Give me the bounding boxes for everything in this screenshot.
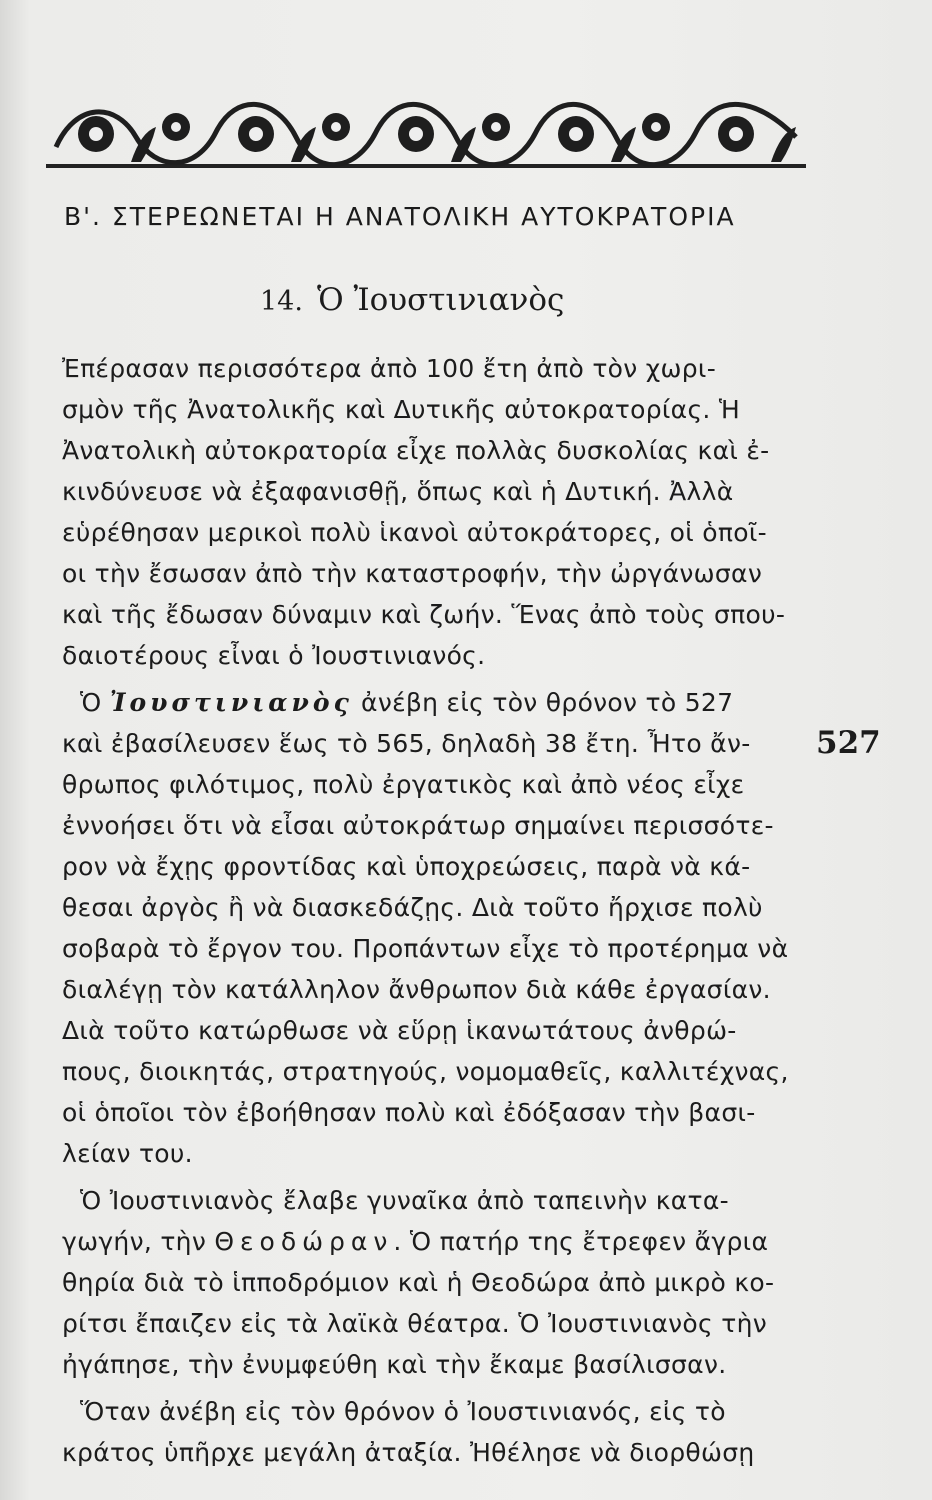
chapter-number: 14. — [260, 286, 303, 317]
paragraph-text: γωγήν, τὴν — [62, 1227, 207, 1256]
text-line — [80, 1397, 840, 1426]
paragraph-text: θηρία διὰ τὸ ἱπποδρόμιον καὶ ἡ Θεοδώρα ἀπὸ μικρὸ κο- — [62, 1268, 775, 1297]
text-line: Ἀνατολικὴ αὐτοκρατορία εἶχε πολλὰς δυσκολίας καὶ ἐ- — [62, 436, 770, 465]
chapter-title-text: Ὁ Ἰουστινιανὸς — [316, 282, 565, 318]
text-line: δαιοτέρους εἶναι ὁ Ἰουστινιανός. — [62, 641, 486, 670]
text-line: κινδύνευσε νὰ ἐξαφανισθῇ, ὅπως καὶ ἡ Δυτική. Ἀλλὰ — [62, 477, 734, 506]
text-line: εὑρέθησαν μερικοὶ πολὺ ἱκανοὶ αὐτοκράτορες, οἱ ὁποῖ- — [62, 518, 767, 547]
emphasized-name: Θεοδώραν — [214, 1227, 394, 1256]
emphasized-name: Ἰουστινιανὸς — [109, 688, 353, 717]
text-line — [62, 1350, 822, 1379]
paragraph-text: ἠγάπησε, τὴν ἐνυμφεύθη καὶ τὴν ἔκαμε βασίλισσαν. — [62, 1350, 727, 1379]
section-heading: Β'. ΣΤΕΡΕΩΝΕΤΑΙ Η ΑΝΑΤΟΛΙΚΗ ΑΥΤΟΚΡΑΤΟΡΙΑ — [64, 202, 736, 231]
floral-vine-ornament-icon — [46, 92, 806, 180]
text-line: Διὰ τοῦτο κατώρθωσε νὰ εὕρῃ ἱκανωτάτους ἀνθρώ- — [62, 1016, 737, 1045]
text-line: οἱ ὁποῖοι τὸν ἐβοήθησαν πολὺ καὶ ἐδόξασαν τὴν βασι- — [62, 1098, 756, 1127]
text-line — [62, 1227, 822, 1256]
paragraph-continuation: ἀνέβη εἰς τὸν θρόνον τὸ 527 — [361, 688, 734, 717]
paragraph-text: Ὅταν ἀνέβη εἰς τὸν θρόνον ὁ Ἰουστινιανός, εἰς τὸ — [80, 1397, 726, 1426]
text-line: ρον νὰ ἔχῃς φροντίδας καὶ ὑποχρεώσεις, παρὰ νὰ κά- — [62, 852, 751, 881]
paragraph-start: Ὁ — [80, 688, 102, 717]
text-line: οι τὴν ἔσωσαν ἀπὸ τὴν καταστροφήν, τὴν ὠργάνωσαν — [62, 559, 763, 588]
chapter-title — [260, 282, 564, 318]
text-line — [62, 1309, 822, 1338]
text-line: σοβαρὰ τὸ ἔργον του. Προπάντων εἶχε τὸ προτέρημα νὰ — [62, 934, 789, 963]
text-line: σμὸν τῆς Ἀνατολικῆς καὶ Δυτικῆς αὐτοκρατορίας. Ἡ — [62, 395, 741, 424]
text-line: διαλέγῃ τὸν κατάλληλον ἄνθρωπον διὰ κάθε ἐργασίαν. — [62, 975, 771, 1004]
text-line: λείαν του. — [62, 1139, 193, 1168]
margin-year-note: 527 — [816, 725, 881, 761]
text-line: θεσαι ἀργὸς ἢ νὰ διασκεδάζῃς. Διὰ τοῦτο ἤρχισε πολὺ — [62, 893, 763, 922]
text-line: πους, διοικητάς, στρατηγούς, νομομαθεῖς, καλλιτέχνας, — [62, 1057, 789, 1086]
text-line: θρωπος φιλότιμος, πολὺ ἐργατικὸς καὶ ἀπὸ νέος εἶχε — [62, 770, 745, 799]
text-line: Ἐπέρασαν περισσότερα ἀπὸ 100 ἔτη ἀπὸ τὸν χωρι- — [62, 354, 717, 383]
text-line — [62, 1438, 822, 1467]
text-line: καὶ ἐβασίλευσεν ἕως τὸ 565, δηλαδὴ 38 ἔτη. Ἦτο ἄν- — [62, 729, 751, 758]
paragraph-text: Ὁ Ἰουστινιανὸς ἔλαβε γυναῖκα ἀπὸ ταπεινὴν κατα- — [80, 1186, 729, 1215]
paragraph-text: κράτος ὑπῆρχε μεγάλη ἀταξία. Ἠθέλησε νὰ διορθώσῃ — [62, 1438, 755, 1467]
text-line: ἐννοήσει ὅτι νὰ εἶσαι αὐτοκράτωρ σημαίνει περισσότε- — [62, 811, 774, 840]
paragraph-text: . Ὁ πατήρ της ἔτρεφεν ἄγρια — [393, 1227, 769, 1256]
text-line: καὶ τῆς ἔδωσαν δύναμιν καὶ ζωήν. Ἕνας ἀπὸ τοὺς σπου- — [62, 600, 786, 629]
text-line — [80, 688, 840, 717]
text-line — [62, 1268, 822, 1297]
text-line — [80, 1186, 840, 1215]
paragraph-text: ρίτσι ἔπαιζεν εἰς τὰ λαϊκὰ θέατρα. Ὁ Ἰουστινιανὸς τὴν — [62, 1309, 768, 1338]
